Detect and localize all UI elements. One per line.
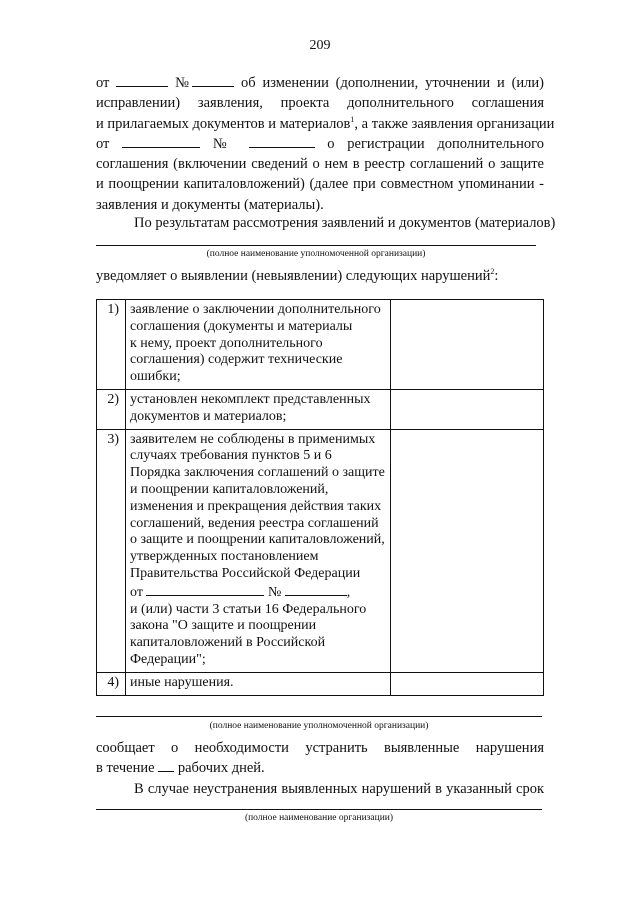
- date-blank: [116, 74, 168, 87]
- row-number: 3): [97, 429, 126, 672]
- row-mark-cell[interactable]: [391, 672, 544, 695]
- decree-from-line: [130, 583, 386, 602]
- org-name-rule-1: [96, 245, 536, 246]
- page-number: 209: [309, 38, 331, 53]
- desc-line: к нему, проект дополнительного: [130, 335, 323, 351]
- violations-table: [96, 299, 544, 696]
- intro-text-3a: и прилагаемых документов и материалов: [96, 115, 351, 132]
- desc-line: и поощрении капиталовложений,: [130, 481, 329, 497]
- row-mark-cell[interactable]: [391, 429, 544, 672]
- row-mark-cell[interactable]: [391, 389, 544, 429]
- footnote-ref-1: 1: [350, 114, 355, 124]
- date-blank: [122, 135, 200, 148]
- number-blank: [192, 74, 234, 87]
- notifies-text: уведомляет о выявлении (невыявлении) следующих нарушений: [96, 268, 491, 284]
- number-sign: №: [175, 75, 193, 91]
- desc-line: утвержденных постановлением: [130, 549, 319, 565]
- desc-line: ошибки;: [130, 369, 181, 385]
- row-description: [126, 389, 391, 429]
- notifies-line: [96, 266, 544, 286]
- desc-line: случаях требования пунктов 5 и 6: [130, 448, 332, 464]
- desc-line: соглашения (документы и материалы: [130, 318, 353, 334]
- desc-line: Правительства Российской Федерации: [130, 565, 361, 581]
- notifies-colon: :: [494, 268, 499, 284]
- table-row: [97, 389, 544, 429]
- failure-line: В случае неустранения выявленных нарушений в указанный срок: [134, 781, 544, 797]
- org-name-caption-3: (полное наименование организации): [244, 813, 394, 823]
- footnote-ref-2: 2: [490, 267, 495, 277]
- intro-paragraph: [96, 73, 555, 215]
- intro-text-4: о регистрации дополнительного: [327, 135, 544, 152]
- table-row: [97, 300, 544, 390]
- row-description: [126, 672, 391, 695]
- table-row: [97, 672, 544, 695]
- desc-line: соглашения) содержит технические: [130, 352, 343, 368]
- comma: ,: [346, 584, 351, 600]
- row-mark-cell[interactable]: [391, 300, 544, 390]
- row-description: [126, 429, 391, 672]
- intro-line-5: соглашения (включении сведений о нем в реестр соглашений о защите: [96, 156, 544, 173]
- from-label: от: [130, 584, 143, 600]
- desc-line: Порядка заключения соглашений о защите: [130, 465, 385, 481]
- from-label: от: [96, 75, 110, 91]
- failure-paragraph: [96, 779, 544, 799]
- table-row: [97, 429, 544, 672]
- informs-paragraph: [96, 738, 544, 779]
- row-number: 2): [97, 389, 126, 429]
- desc-line: изменения и прекращения действия таких: [130, 498, 382, 514]
- intro-line-6: и поощрении капиталовложений) (далее при совместном упоминании -: [96, 176, 544, 193]
- intro-line-7: заявления и документы (материалы).: [96, 196, 324, 213]
- intro-line-3: [96, 114, 555, 134]
- row-description: [126, 300, 391, 390]
- results-line: По результатам рассмотрения заявлений и документов (материалов): [134, 215, 556, 231]
- desc-line: и (или) части 3 статьи 16 Федерального: [130, 601, 367, 617]
- row-number: 4): [97, 672, 126, 695]
- intro-line-4: [96, 134, 544, 154]
- number-sign: №: [267, 584, 282, 600]
- desc-line: Федерации";: [130, 651, 206, 667]
- org-name-caption-2: (полное наименование уполномоченной организации): [209, 721, 429, 731]
- desc-line: документов и материалов;: [130, 408, 287, 424]
- row-number: 1): [97, 300, 126, 390]
- intro-text-1: об изменении (дополнении, уточнении и (или): [241, 75, 545, 91]
- org-name-caption-1: (полное наименование уполномоченной организации): [206, 249, 426, 259]
- org-name-rule-3: [96, 809, 542, 810]
- desc-line: закона "О защите и поощрении: [130, 618, 317, 634]
- desc-line: заявителем не соблюдены в применимых: [130, 431, 376, 447]
- informs-line-1: сообщает о необходимости устранить выявленные нарушения: [96, 740, 544, 756]
- desc-line: о защите и поощрении капиталовложений,: [130, 532, 385, 548]
- desc-line: иные нарушения.: [130, 674, 234, 690]
- intro-text-3b: , а также заявления организации: [354, 115, 555, 132]
- number-sign: №: [212, 135, 236, 152]
- intro-line-2: исправлении) заявления, проекта дополнительного соглашения: [96, 95, 544, 112]
- working-days-label: рабочих дней.: [177, 760, 265, 777]
- desc-line: соглашений, ведения реестра соглашений: [130, 515, 379, 531]
- informs-line-2: [96, 758, 544, 778]
- desc-line: установлен некомплект представленных: [130, 391, 371, 407]
- days-blank: [158, 759, 174, 772]
- from-label: от: [96, 135, 110, 152]
- desc-line: капиталовложений в Российской: [130, 635, 326, 651]
- desc-line: заявление о заключении дополнительного: [130, 302, 381, 317]
- within-label: в течение: [96, 760, 155, 777]
- intro-line-1: [96, 73, 544, 93]
- number-blank: [249, 135, 315, 148]
- org-name-rule-2: [96, 716, 542, 717]
- date-blank: [146, 583, 264, 596]
- number-blank: [285, 583, 347, 596]
